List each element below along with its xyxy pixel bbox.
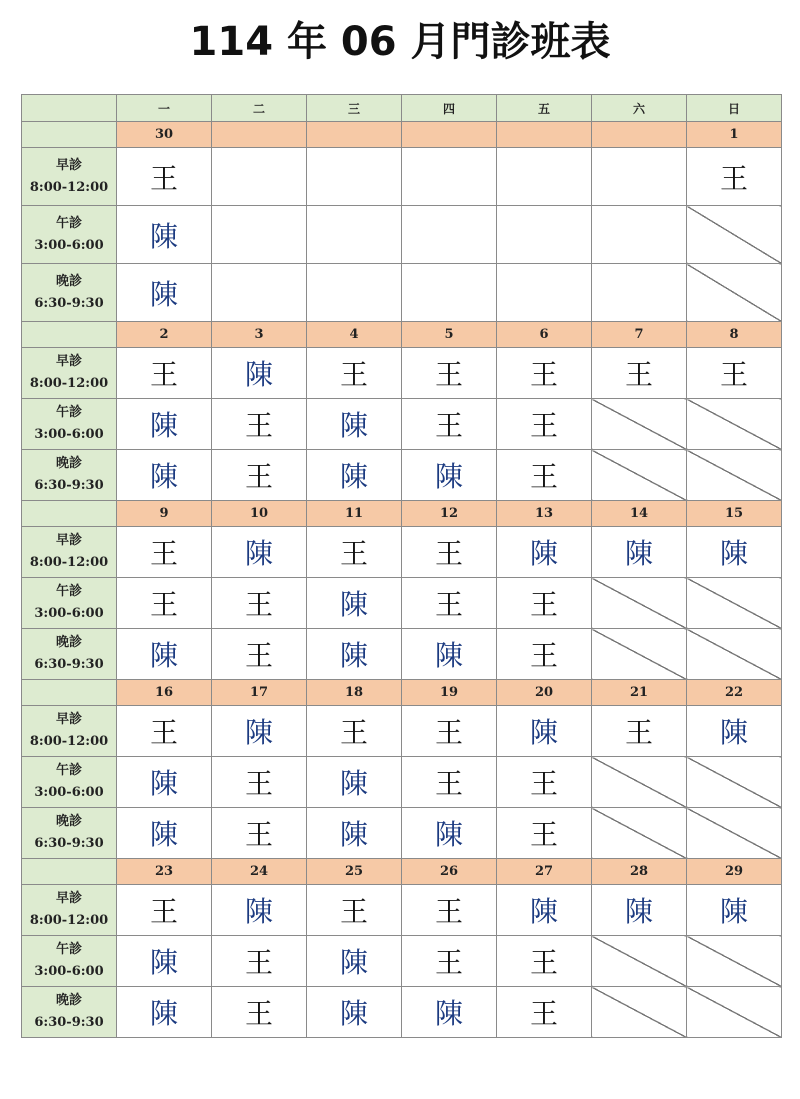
doctor-cell: 陳 — [117, 399, 212, 450]
doctor-cell: 陳 — [307, 757, 402, 808]
slot-name: 早診 — [55, 712, 82, 727]
weekday-header: 四 — [402, 95, 497, 122]
date-cell: 8 — [687, 322, 782, 348]
slot-time: 6:30-9:30 — [34, 295, 104, 311]
doctor-cell: 王 — [497, 936, 592, 987]
slot-row — [22, 936, 782, 987]
slot-row — [22, 206, 782, 264]
date-cell: 7 — [592, 322, 687, 348]
doctor-cell: 陳 — [592, 527, 687, 578]
closed-cell — [592, 450, 687, 501]
slot-time: 3:00-6:00 — [34, 427, 104, 442]
slot-label — [22, 706, 117, 757]
empty-cell — [307, 264, 402, 322]
doctor-cell: 王 — [117, 578, 212, 629]
closed-cell — [687, 450, 782, 501]
slot-name: 晚診 — [55, 456, 82, 471]
empty-cell — [592, 206, 687, 264]
doctor-cell: 陳 — [117, 808, 212, 859]
date-cell: 15 — [687, 501, 782, 527]
slot-label — [22, 399, 117, 450]
slot-label — [22, 757, 117, 808]
doctor-cell: 陳 — [117, 757, 212, 808]
date-row-corner — [22, 501, 117, 527]
doctor-cell: 王 — [497, 808, 592, 859]
slot-name: 午診 — [55, 215, 82, 231]
weekday-header: 五 — [497, 95, 592, 122]
doctor-cell: 王 — [117, 527, 212, 578]
slot-name: 晚診 — [55, 814, 82, 829]
closed-cell — [687, 578, 782, 629]
date-cell: 2 — [117, 322, 212, 348]
slot-label — [22, 206, 117, 264]
doctor-cell: 王 — [497, 348, 592, 399]
empty-cell — [212, 206, 307, 264]
slot-name: 午診 — [55, 763, 82, 778]
doctor-cell: 陳 — [117, 264, 212, 322]
slot-time: 6:30-9:30 — [34, 478, 104, 493]
doctor-cell: 王 — [687, 348, 782, 399]
slot-name: 早診 — [55, 157, 82, 173]
weekday-header: 二 — [212, 95, 307, 122]
doctor-cell: 王 — [497, 629, 592, 680]
date-cell: 20 — [497, 680, 592, 706]
date-cell: 14 — [592, 501, 687, 527]
date-row — [22, 859, 782, 885]
doctor-cell: 陳 — [307, 578, 402, 629]
slot-time: 8:00-12:00 — [29, 734, 109, 749]
slot-row — [22, 148, 782, 206]
date-cell: 27 — [497, 859, 592, 885]
slot-time: 8:00-12:00 — [29, 179, 109, 195]
slot-label — [22, 264, 117, 322]
empty-cell — [402, 264, 497, 322]
closed-cell — [687, 629, 782, 680]
date-cell: 23 — [117, 859, 212, 885]
doctor-cell: 陳 — [117, 450, 212, 501]
closed-cell — [592, 987, 687, 1038]
doctor-cell: 陳 — [402, 808, 497, 859]
date-cell: 10 — [212, 501, 307, 527]
weekday-header: 三 — [307, 95, 402, 122]
date-cell: 21 — [592, 680, 687, 706]
closed-cell — [592, 757, 687, 808]
slot-row — [22, 808, 782, 859]
slot-time: 6:30-9:30 — [34, 657, 104, 672]
doctor-cell: 王 — [212, 399, 307, 450]
slot-label — [22, 148, 117, 206]
empty-cell — [497, 264, 592, 322]
doctor-cell: 陳 — [307, 450, 402, 501]
empty-cell — [402, 206, 497, 264]
closed-cell — [687, 399, 782, 450]
weekday-header: 六 — [592, 95, 687, 122]
slot-row — [22, 987, 782, 1038]
doctor-cell: 陳 — [687, 706, 782, 757]
date-cell: 17 — [212, 680, 307, 706]
doctor-cell: 王 — [307, 706, 402, 757]
slot-row — [22, 264, 782, 322]
slot-label — [22, 936, 117, 987]
date-row — [22, 122, 782, 148]
date-cell: 16 — [117, 680, 212, 706]
slot-time: 3:00-6:00 — [34, 237, 104, 253]
date-cell: 29 — [687, 859, 782, 885]
doctor-cell: 王 — [212, 757, 307, 808]
weekday-header: 日 — [687, 95, 782, 122]
empty-cell — [497, 206, 592, 264]
slot-time: 3:00-6:00 — [34, 964, 104, 979]
empty-cell — [592, 264, 687, 322]
empty-cell — [592, 148, 687, 206]
slot-time: 3:00-6:00 — [34, 785, 104, 800]
slot-time: 6:30-9:30 — [34, 836, 104, 851]
doctor-cell: 陳 — [497, 885, 592, 936]
doctor-cell: 王 — [402, 706, 497, 757]
date-cell — [592, 122, 687, 148]
closed-cell — [592, 936, 687, 987]
date-cell: 1 — [687, 122, 782, 148]
doctor-cell: 王 — [592, 706, 687, 757]
date-cell: 25 — [307, 859, 402, 885]
empty-cell — [497, 148, 592, 206]
date-cell: 24 — [212, 859, 307, 885]
empty-cell — [307, 148, 402, 206]
slot-label — [22, 348, 117, 399]
doctor-cell: 陳 — [402, 450, 497, 501]
slot-row — [22, 527, 782, 578]
doctor-cell: 陳 — [497, 706, 592, 757]
doctor-cell: 陳 — [117, 987, 212, 1038]
date-cell: 26 — [402, 859, 497, 885]
date-cell: 28 — [592, 859, 687, 885]
slot-row — [22, 399, 782, 450]
page-title: 114 年 06 月門診班表 — [189, 19, 611, 65]
doctor-cell: 王 — [402, 885, 497, 936]
doctor-cell: 王 — [497, 987, 592, 1038]
clinic-schedule-table — [21, 94, 782, 1038]
slot-time: 8:00-12:00 — [29, 555, 109, 570]
doctor-cell: 王 — [497, 399, 592, 450]
doctor-cell: 王 — [117, 706, 212, 757]
doctor-cell: 王 — [402, 399, 497, 450]
date-cell — [402, 122, 497, 148]
date-cell: 9 — [117, 501, 212, 527]
doctor-cell: 陳 — [117, 206, 212, 264]
closed-cell — [592, 578, 687, 629]
slot-time: 3:00-6:00 — [34, 606, 104, 621]
doctor-cell: 陳 — [117, 936, 212, 987]
date-cell — [307, 122, 402, 148]
closed-cell — [687, 808, 782, 859]
slot-row — [22, 706, 782, 757]
doctor-cell: 陳 — [212, 348, 307, 399]
slot-name: 晚診 — [55, 635, 82, 650]
slot-time: 8:00-12:00 — [29, 913, 109, 928]
doctor-cell: 王 — [212, 629, 307, 680]
doctor-cell: 王 — [497, 578, 592, 629]
doctor-cell: 王 — [402, 936, 497, 987]
slot-label — [22, 885, 117, 936]
date-cell: 6 — [497, 322, 592, 348]
doctor-cell: 陳 — [117, 629, 212, 680]
doctor-cell: 陳 — [307, 936, 402, 987]
header-corner — [22, 95, 117, 122]
slot-name: 早診 — [55, 533, 82, 548]
doctor-cell: 陳 — [592, 885, 687, 936]
closed-cell — [687, 206, 782, 264]
closed-cell — [592, 399, 687, 450]
slot-row — [22, 757, 782, 808]
doctor-cell: 陳 — [212, 527, 307, 578]
weekday-header-row — [22, 95, 782, 122]
date-cell: 3 — [212, 322, 307, 348]
doctor-cell: 陳 — [212, 706, 307, 757]
date-row — [22, 322, 782, 348]
doctor-cell: 王 — [307, 527, 402, 578]
date-cell: 11 — [307, 501, 402, 527]
slot-label — [22, 987, 117, 1038]
date-cell: 4 — [307, 322, 402, 348]
slot-row — [22, 885, 782, 936]
doctor-cell: 王 — [497, 757, 592, 808]
slot-name: 午診 — [55, 942, 82, 957]
doctor-cell: 王 — [117, 148, 212, 206]
slot-row — [22, 348, 782, 399]
slot-name: 午診 — [55, 405, 82, 420]
doctor-cell: 王 — [402, 527, 497, 578]
doctor-cell: 陳 — [212, 885, 307, 936]
closed-cell — [687, 987, 782, 1038]
doctor-cell: 陳 — [687, 885, 782, 936]
slot-label — [22, 578, 117, 629]
empty-cell — [212, 264, 307, 322]
doctor-cell: 陳 — [307, 629, 402, 680]
slot-label — [22, 629, 117, 680]
doctor-cell: 陳 — [307, 808, 402, 859]
doctor-cell: 陳 — [402, 629, 497, 680]
date-cell: 18 — [307, 680, 402, 706]
date-cell — [212, 122, 307, 148]
date-cell: 22 — [687, 680, 782, 706]
slot-label — [22, 527, 117, 578]
doctor-cell: 陳 — [307, 399, 402, 450]
doctor-cell: 王 — [497, 450, 592, 501]
closed-cell — [592, 629, 687, 680]
doctor-cell: 陳 — [402, 987, 497, 1038]
slot-time: 8:00-12:00 — [29, 376, 109, 391]
empty-cell — [307, 206, 402, 264]
weekday-header: 一 — [117, 95, 212, 122]
date-row — [22, 680, 782, 706]
closed-cell — [592, 808, 687, 859]
doctor-cell: 王 — [402, 348, 497, 399]
date-cell: 5 — [402, 322, 497, 348]
date-cell: 12 — [402, 501, 497, 527]
doctor-cell: 王 — [402, 578, 497, 629]
doctor-cell: 王 — [307, 348, 402, 399]
closed-cell — [687, 757, 782, 808]
slot-name: 早診 — [55, 891, 82, 906]
doctor-cell: 王 — [212, 987, 307, 1038]
date-row-corner — [22, 859, 117, 885]
doctor-cell: 王 — [687, 148, 782, 206]
slot-name: 午診 — [55, 584, 82, 599]
doctor-cell: 王 — [402, 757, 497, 808]
closed-cell — [687, 936, 782, 987]
date-cell: 30 — [117, 122, 212, 148]
empty-cell — [212, 148, 307, 206]
date-cell — [497, 122, 592, 148]
empty-cell — [402, 148, 497, 206]
slot-label — [22, 450, 117, 501]
slot-time: 6:30-9:30 — [34, 1015, 104, 1030]
slot-name: 晚診 — [55, 993, 82, 1008]
date-cell: 19 — [402, 680, 497, 706]
date-cell: 13 — [497, 501, 592, 527]
doctor-cell: 王 — [117, 885, 212, 936]
slot-row — [22, 450, 782, 501]
doctor-cell: 王 — [212, 808, 307, 859]
doctor-cell: 王 — [212, 450, 307, 501]
doctor-cell: 王 — [117, 348, 212, 399]
slot-name: 晚診 — [55, 273, 82, 289]
slot-label — [22, 808, 117, 859]
slot-row — [22, 578, 782, 629]
date-row-corner — [22, 122, 117, 148]
doctor-cell: 王 — [592, 348, 687, 399]
doctor-cell: 陳 — [307, 987, 402, 1038]
slot-row — [22, 629, 782, 680]
doctor-cell: 陳 — [497, 527, 592, 578]
doctor-cell: 王 — [212, 936, 307, 987]
doctor-cell: 王 — [212, 578, 307, 629]
doctor-cell: 王 — [307, 885, 402, 936]
date-row-corner — [22, 322, 117, 348]
doctor-cell: 陳 — [687, 527, 782, 578]
slot-name: 早診 — [55, 354, 82, 369]
date-row-corner — [22, 680, 117, 706]
date-row — [22, 501, 782, 527]
closed-cell — [687, 264, 782, 322]
